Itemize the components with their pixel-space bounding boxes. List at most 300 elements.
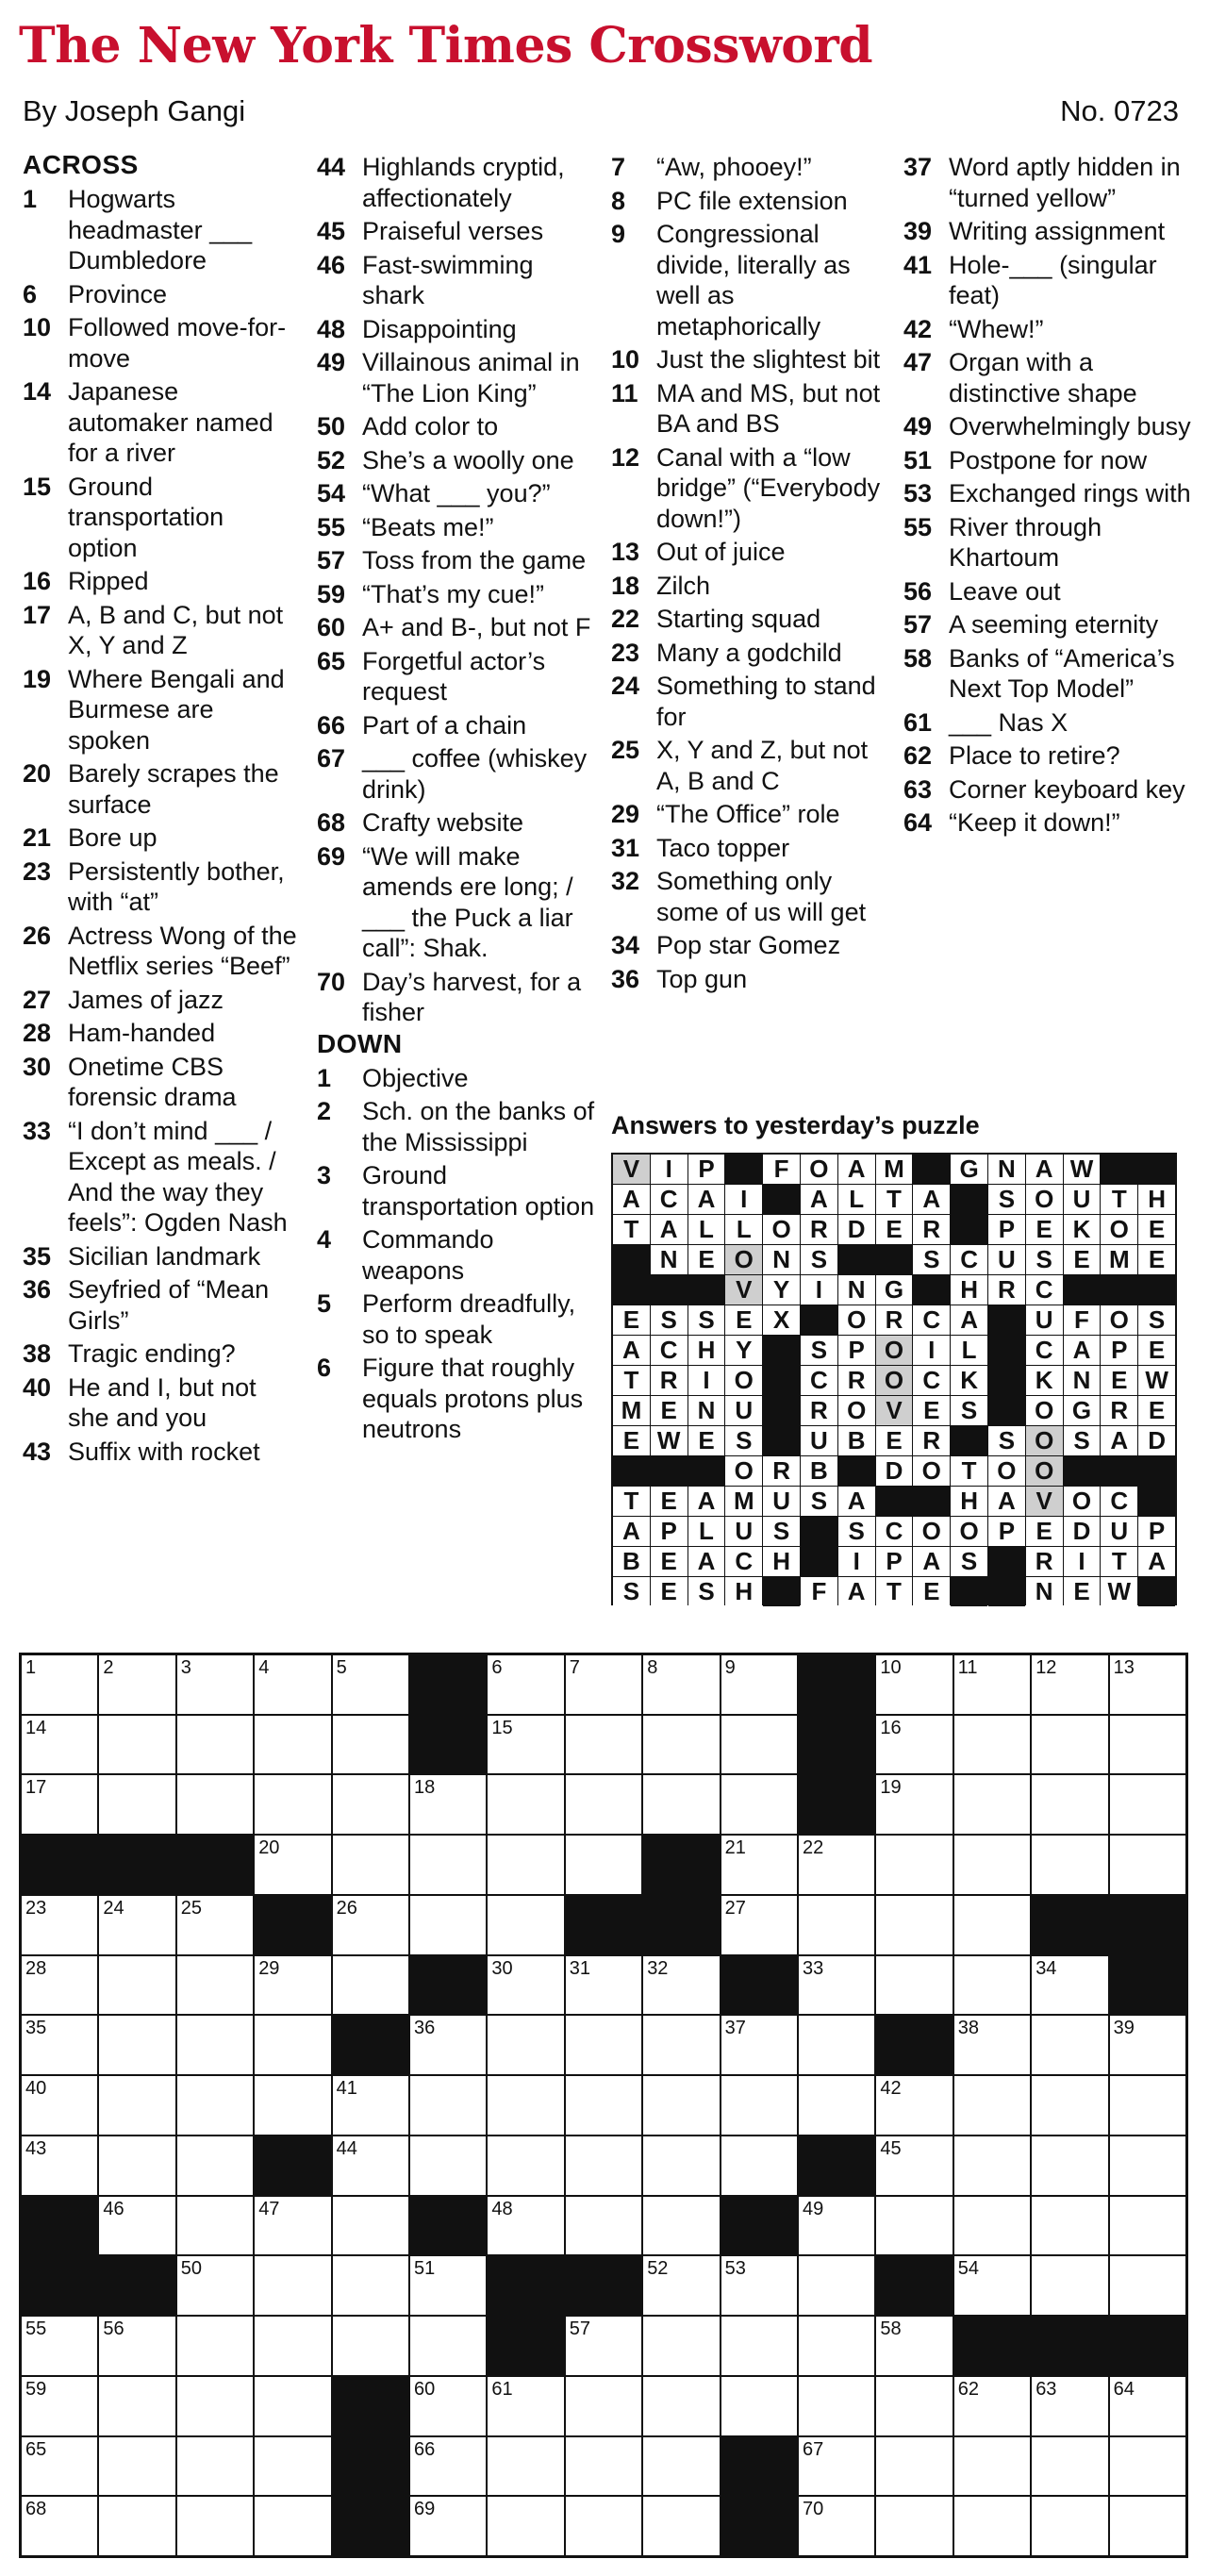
across-clue	[23, 279, 298, 310]
answer-cell: V	[725, 1275, 762, 1305]
clue-text: Something to stand for	[656, 672, 876, 731]
answer-cell: R	[1026, 1547, 1063, 1576]
cell-number: 44	[336, 2137, 357, 2159]
grid-cell[interactable]	[177, 2497, 253, 2555]
grid-cell[interactable]	[1032, 2076, 1107, 2135]
answer-cell: I	[1064, 1547, 1101, 1576]
grid-cell[interactable]	[333, 2197, 408, 2255]
grid-cell[interactable]	[876, 1716, 952, 1774]
grid-cell[interactable]	[177, 2016, 253, 2074]
grid-cell[interactable]	[566, 1836, 641, 1894]
grid-cell[interactable]	[410, 1775, 486, 1834]
grid-cell[interactable]	[954, 2377, 1030, 2435]
grid-cell[interactable]	[876, 1655, 952, 1714]
grid-cell[interactable]	[255, 2016, 330, 2074]
cell-number: 2	[103, 1657, 114, 1678]
grid-cell[interactable]	[1032, 2136, 1107, 2195]
grid-cell[interactable]	[643, 2497, 719, 2555]
answer-cell: M	[725, 1487, 762, 1516]
grid-cell[interactable]	[566, 2377, 641, 2435]
grid-cell[interactable]	[566, 2497, 641, 2555]
grid-cell[interactable]	[799, 2497, 874, 2555]
grid-cell[interactable]	[1032, 2256, 1107, 2315]
grid-cell[interactable]	[333, 1775, 408, 1834]
grid-cell[interactable]	[954, 2016, 1030, 2074]
clue-number: 13	[611, 538, 640, 566]
grid-cell[interactable]	[99, 1655, 174, 1714]
grid-cell[interactable]	[255, 2197, 330, 2255]
grid-cell[interactable]	[333, 1896, 408, 1954]
grid-cell[interactable]	[255, 1716, 330, 1774]
grid-cell[interactable]	[1032, 1716, 1107, 1774]
grid-cell[interactable]	[99, 1775, 174, 1834]
grid-cell[interactable]	[488, 2377, 563, 2435]
across-clue	[23, 1372, 298, 1434]
clue-text: MA and MS, but not BA and BS	[656, 378, 881, 438]
grid-block	[799, 2136, 874, 2195]
grid-cell[interactable]	[643, 2197, 719, 2255]
answer-cell: U	[988, 1245, 1025, 1274]
grid-cell[interactable]	[333, 1716, 408, 1774]
answer-cell: N	[651, 1245, 688, 1274]
grid-block	[643, 1836, 719, 1894]
grid-cell[interactable]	[22, 1896, 97, 1954]
grid-cell[interactable]	[410, 2016, 486, 2074]
down-clue	[611, 735, 894, 796]
grid-block	[721, 2197, 797, 2255]
answer-block	[613, 1456, 650, 1486]
grid-cell[interactable]	[255, 2317, 330, 2375]
grid-cell[interactable]	[1032, 2497, 1107, 2555]
grid-cell[interactable]	[721, 2377, 797, 2435]
grid-cell[interactable]	[643, 1716, 719, 1774]
clue-text: Canal with a “low bridge” (“Everybody down!”)	[656, 442, 881, 533]
grid-cell[interactable]	[333, 1956, 408, 2015]
grid-cell[interactable]	[1032, 1775, 1107, 1834]
grid-cell[interactable]	[799, 2016, 874, 2074]
grid-cell[interactable]	[1110, 1716, 1185, 1774]
grid-cell[interactable]	[22, 1956, 97, 2015]
answer-cell: E	[1064, 1245, 1101, 1274]
grid-cell[interactable]	[954, 1716, 1030, 1774]
puzzle-title: The New York Times Crossword	[19, 17, 873, 75]
grid-cell[interactable]	[488, 1716, 563, 1774]
grid-cell[interactable]	[410, 1836, 486, 1894]
down-clue	[611, 571, 894, 602]
grid-cell[interactable]	[488, 2197, 563, 2255]
answer-cell: O	[763, 1215, 800, 1244]
cell-number: 18	[414, 1777, 436, 1799]
grid-cell[interactable]	[255, 2076, 330, 2135]
grid-cell[interactable]	[410, 1896, 486, 1954]
grid-cell[interactable]	[22, 2016, 97, 2074]
grid-cell[interactable]	[177, 2136, 253, 2195]
grid-cell[interactable]	[177, 2197, 253, 2255]
grid-cell[interactable]	[1110, 2377, 1185, 2435]
grid-cell[interactable]	[255, 1836, 330, 1894]
across-clue	[23, 1018, 298, 1049]
answer-block	[1138, 1577, 1175, 1606]
grid-cell[interactable]	[333, 1836, 408, 1894]
grid-cell[interactable]	[177, 2437, 253, 2496]
grid-cell[interactable]	[876, 1896, 952, 1954]
grid-cell[interactable]	[488, 1956, 563, 2015]
grid-cell[interactable]	[876, 2437, 952, 2496]
grid-cell[interactable]	[954, 1836, 1030, 1894]
grid-cell[interactable]	[643, 1956, 719, 2015]
grid-cell[interactable]	[721, 1775, 797, 1834]
grid-cell[interactable]	[799, 1956, 874, 2015]
grid-cell[interactable]	[954, 2256, 1030, 2315]
grid-cell[interactable]	[643, 2256, 719, 2315]
cell-number: 7	[569, 1657, 580, 1678]
grid-cell[interactable]	[643, 1655, 719, 1714]
grid-cell[interactable]	[177, 1956, 253, 2015]
grid-cell[interactable]	[799, 2317, 874, 2375]
down-clue	[611, 964, 894, 995]
grid-cell[interactable]	[255, 2437, 330, 2496]
answer-cell: D	[838, 1215, 875, 1244]
grid-cell[interactable]	[177, 1896, 253, 1954]
answer-cell: T	[876, 1185, 913, 1214]
grid-block	[1110, 2317, 1185, 2375]
grid-cell[interactable]	[799, 2377, 874, 2435]
grid-cell[interactable]	[721, 1896, 797, 1954]
grid-cell[interactable]	[643, 2136, 719, 2195]
grid-cell[interactable]	[876, 1775, 952, 1834]
grid-cell[interactable]	[643, 2317, 719, 2375]
grid-cell[interactable]	[99, 2377, 174, 2435]
grid-cell[interactable]	[1032, 2437, 1107, 2496]
grid-cell[interactable]	[799, 2256, 874, 2315]
clue-text: Organ with a distinctive shape	[949, 348, 1137, 407]
grid-cell[interactable]	[954, 1775, 1030, 1834]
down-clue	[611, 219, 894, 341]
grid-cell[interactable]	[333, 2076, 408, 2135]
cell-number: 6	[491, 1657, 503, 1678]
grid-cell[interactable]	[22, 1775, 97, 1834]
grid-cell[interactable]	[177, 1775, 253, 1834]
grid-cell[interactable]	[566, 2076, 641, 2135]
down-clue	[611, 186, 894, 217]
answer-cell: C	[913, 1366, 950, 1395]
grid-cell[interactable]	[488, 2437, 563, 2496]
grid-cell[interactable]	[566, 1956, 641, 2015]
grid-cell[interactable]	[22, 2076, 97, 2135]
grid-cell[interactable]	[410, 2317, 486, 2375]
grid-cell[interactable]	[1032, 2377, 1107, 2435]
grid-cell[interactable]	[333, 2317, 408, 2375]
clue-number: 51	[903, 445, 933, 474]
answer-block	[988, 1547, 1025, 1576]
answer-cell: S	[838, 1517, 875, 1546]
grid-cell[interactable]	[488, 1896, 563, 1954]
grid-cell[interactable]	[566, 2317, 641, 2375]
grid-cell[interactable]	[333, 2256, 408, 2315]
answer-cell: U	[1101, 1517, 1137, 1546]
answer-cell: E	[1026, 1215, 1063, 1244]
answer-cell: H	[1138, 1185, 1175, 1214]
grid-cell[interactable]	[1032, 1836, 1107, 1894]
answer-cell: H	[951, 1487, 987, 1516]
grid-cell[interactable]	[177, 2377, 253, 2435]
grid-cell[interactable]	[1110, 1775, 1185, 1834]
grid-cell[interactable]	[99, 2197, 174, 2255]
grid-cell[interactable]	[99, 2136, 174, 2195]
across-clue	[23, 1338, 298, 1370]
grid-cell[interactable]	[954, 1956, 1030, 2015]
answer-block	[1138, 1155, 1175, 1184]
answer-cell: A	[988, 1487, 1025, 1516]
answer-cell: P	[876, 1547, 913, 1576]
grid-cell[interactable]	[1110, 2497, 1185, 2555]
grid-cell[interactable]	[255, 2377, 330, 2435]
grid-cell[interactable]	[22, 2497, 97, 2555]
grid-block	[99, 2256, 174, 2315]
grid-cell[interactable]	[799, 1836, 874, 1894]
grid-cell[interactable]	[1110, 2076, 1185, 2135]
grid-cell[interactable]	[954, 1655, 1030, 1714]
grid-block	[488, 2317, 563, 2375]
grid-cell[interactable]	[99, 1716, 174, 1774]
clue-number: 68	[317, 808, 346, 837]
grid-block	[177, 1836, 253, 1894]
grid-cell[interactable]	[1110, 2197, 1185, 2255]
grid-cell[interactable]	[99, 2437, 174, 2496]
grid-cell[interactable]	[721, 1655, 797, 1714]
grid-cell[interactable]	[1110, 2256, 1185, 2315]
grid-cell[interactable]	[721, 2016, 797, 2074]
across-clue	[23, 1116, 298, 1238]
grid-cell[interactable]	[255, 2256, 330, 2315]
grid-cell[interactable]	[488, 2136, 563, 2195]
clue-text: Fast-swimming shark	[362, 250, 534, 309]
grid-cell[interactable]	[1110, 2016, 1185, 2074]
grid-cell[interactable]	[1032, 1655, 1107, 1714]
grid-cell[interactable]	[22, 2136, 97, 2195]
grid-cell[interactable]	[1032, 2197, 1107, 2255]
clue-number: 57	[317, 546, 346, 574]
across-clue	[23, 472, 298, 564]
grid-cell[interactable]	[177, 2076, 253, 2135]
grid-cell[interactable]	[177, 2317, 253, 2375]
grid-cell[interactable]	[255, 2497, 330, 2555]
answer-cell: E	[688, 1426, 725, 1455]
crossword-grid	[19, 1653, 1188, 2558]
grid-cell[interactable]	[99, 2016, 174, 2074]
across-clue	[317, 841, 600, 964]
grid-cell[interactable]	[488, 2497, 563, 2555]
across-clue	[317, 411, 600, 442]
clue-number: 65	[317, 646, 346, 675]
down-clue	[903, 152, 1205, 213]
grid-cell[interactable]	[1110, 2437, 1185, 2496]
grid-cell[interactable]	[255, 1655, 330, 1714]
grid-cell[interactable]	[954, 1896, 1030, 1954]
grid-cell[interactable]	[566, 1716, 641, 1774]
grid-cell[interactable]	[799, 2076, 874, 2135]
grid-cell[interactable]	[721, 1836, 797, 1894]
answer-cell: R	[651, 1366, 688, 1395]
clue-number: 6	[317, 1354, 332, 1382]
grid-cell[interactable]	[488, 1775, 563, 1834]
answer-block	[763, 1366, 800, 1395]
clue-text: “That’s my cue!”	[362, 579, 545, 608]
grid-block	[799, 1655, 874, 1714]
grid-cell[interactable]	[721, 1716, 797, 1774]
grid-cell[interactable]	[566, 1775, 641, 1834]
grid-cell[interactable]	[799, 2437, 874, 2496]
clue-text: Just the slightest bit	[656, 345, 881, 374]
grid-cell[interactable]	[22, 2317, 97, 2375]
answer-cell: V	[1026, 1487, 1063, 1516]
grid-cell[interactable]	[954, 2076, 1030, 2135]
grid-cell[interactable]	[721, 2076, 797, 2135]
grid-cell[interactable]	[721, 2136, 797, 2195]
cell-number: 57	[569, 2318, 591, 2340]
down-clue	[611, 671, 894, 732]
grid-cell[interactable]	[566, 1655, 641, 1714]
grid-cell[interactable]	[410, 2497, 486, 2555]
cell-number: 4	[258, 1657, 270, 1678]
answer-block	[801, 1305, 837, 1335]
grid-cell[interactable]	[488, 1655, 563, 1714]
grid-cell[interactable]	[876, 2317, 952, 2375]
grid-cell[interactable]	[1032, 1956, 1107, 2015]
grid-cell[interactable]	[566, 2437, 641, 2496]
grid-cell[interactable]	[643, 2437, 719, 2496]
grid-cell[interactable]	[410, 2256, 486, 2315]
grid-cell[interactable]	[177, 1655, 253, 1714]
grid-cell[interactable]	[954, 2497, 1030, 2555]
grid-cell[interactable]	[721, 2256, 797, 2315]
grid-cell[interactable]	[99, 2317, 174, 2375]
answer-cell: R	[913, 1426, 950, 1455]
grid-cell[interactable]	[721, 2317, 797, 2375]
answer-block	[1101, 1456, 1137, 1486]
answer-cell: C	[801, 1366, 837, 1395]
grid-cell[interactable]	[99, 1896, 174, 1954]
clue-text: “Whew!”	[949, 314, 1044, 343]
grid-cell[interactable]	[177, 2256, 253, 2315]
clue-number: 22	[611, 605, 640, 633]
grid-cell[interactable]	[954, 2197, 1030, 2255]
answer-cell: C	[913, 1305, 950, 1335]
grid-cell[interactable]	[876, 1956, 952, 2015]
clue-text: Commando weapons	[362, 1225, 494, 1285]
answer-cell: O	[838, 1305, 875, 1335]
grid-cell[interactable]	[566, 2197, 641, 2255]
answer-cell: M	[613, 1396, 650, 1425]
clue-number: 43	[23, 1437, 52, 1466]
clue-number: 17	[23, 600, 52, 629]
grid-cell[interactable]	[177, 1716, 253, 1774]
answer-cell: O	[1026, 1426, 1063, 1455]
grid-cell[interactable]	[488, 1836, 563, 1894]
grid-cell[interactable]	[1032, 2016, 1107, 2074]
grid-cell[interactable]	[22, 2377, 97, 2435]
cell-number: 11	[957, 1657, 978, 1678]
cell-number: 54	[957, 2258, 980, 2280]
cell-number: 8	[647, 1657, 658, 1678]
grid-cell[interactable]	[876, 2497, 952, 2555]
cell-number: 52	[647, 2258, 669, 2280]
grid-cell[interactable]	[410, 2076, 486, 2135]
grid-cell[interactable]	[954, 2136, 1030, 2195]
grid-cell[interactable]	[566, 2016, 641, 2074]
answer-cell: O	[725, 1366, 762, 1395]
grid-cell[interactable]	[954, 2437, 1030, 2496]
grid-cell[interactable]	[333, 2136, 408, 2195]
grid-cell[interactable]	[643, 2076, 719, 2135]
grid-cell[interactable]	[643, 1775, 719, 1834]
grid-cell[interactable]	[876, 2136, 952, 2195]
answer-cell: O	[801, 1155, 837, 1184]
answer-block	[763, 1396, 800, 1425]
cell-number: 10	[880, 1657, 902, 1678]
grid-cell[interactable]	[410, 2377, 486, 2435]
clue-number: 16	[23, 567, 52, 595]
grid-block	[954, 2317, 1030, 2375]
grid-cell[interactable]	[1110, 1655, 1185, 1714]
clue-text: “Aw, phooey!”	[656, 153, 812, 181]
grid-cell[interactable]	[255, 1956, 330, 2015]
grid-cell[interactable]	[255, 1775, 330, 1834]
grid-cell[interactable]	[643, 2377, 719, 2435]
grid-cell[interactable]	[22, 2437, 97, 2496]
grid-cell[interactable]	[99, 2497, 174, 2555]
grid-cell[interactable]	[99, 1956, 174, 2015]
grid-cell[interactable]	[488, 2016, 563, 2074]
grid-cell[interactable]	[1110, 1836, 1185, 1894]
across-clue	[23, 921, 298, 982]
cell-number: 21	[724, 1837, 746, 1859]
clue-text: Actress Wong of the Netflix series “Beef”	[68, 921, 297, 980]
clue-text: James of jazz	[68, 985, 224, 1014]
grid-cell[interactable]	[643, 2016, 719, 2074]
grid-cell[interactable]	[566, 2136, 641, 2195]
answer-cell: S	[688, 1305, 725, 1335]
clue-number: 21	[23, 823, 52, 852]
grid-cell[interactable]	[99, 2076, 174, 2135]
clue-number: 1	[23, 185, 38, 213]
answer-cell: O	[1026, 1456, 1063, 1486]
grid-cell[interactable]	[876, 2197, 952, 2255]
answer-cell: W	[1138, 1366, 1175, 1395]
grid-cell[interactable]	[799, 2197, 874, 2255]
answer-cell: S	[1064, 1426, 1101, 1455]
answer-cell: L	[688, 1215, 725, 1244]
answer-cell: M	[1101, 1245, 1137, 1274]
cell-number: 30	[491, 1957, 513, 1979]
grid-cell[interactable]	[876, 2076, 952, 2135]
grid-cell[interactable]	[488, 2076, 563, 2135]
grid-cell[interactable]	[410, 2437, 486, 2496]
grid-cell[interactable]	[876, 2377, 952, 2435]
answer-block	[913, 1487, 950, 1516]
clue-number: 46	[317, 250, 346, 279]
grid-cell[interactable]	[876, 1836, 952, 1894]
grid-cell[interactable]	[410, 2136, 486, 2195]
down-clue	[317, 1096, 600, 1157]
grid-cell[interactable]	[333, 1655, 408, 1714]
grid-cell[interactable]	[22, 1655, 97, 1714]
answer-cell: A	[613, 1517, 650, 1546]
grid-cell[interactable]	[1110, 2136, 1185, 2195]
answer-cell: W	[651, 1426, 688, 1455]
grid-cell[interactable]	[22, 1716, 97, 1774]
grid-cell[interactable]	[799, 1896, 874, 1954]
